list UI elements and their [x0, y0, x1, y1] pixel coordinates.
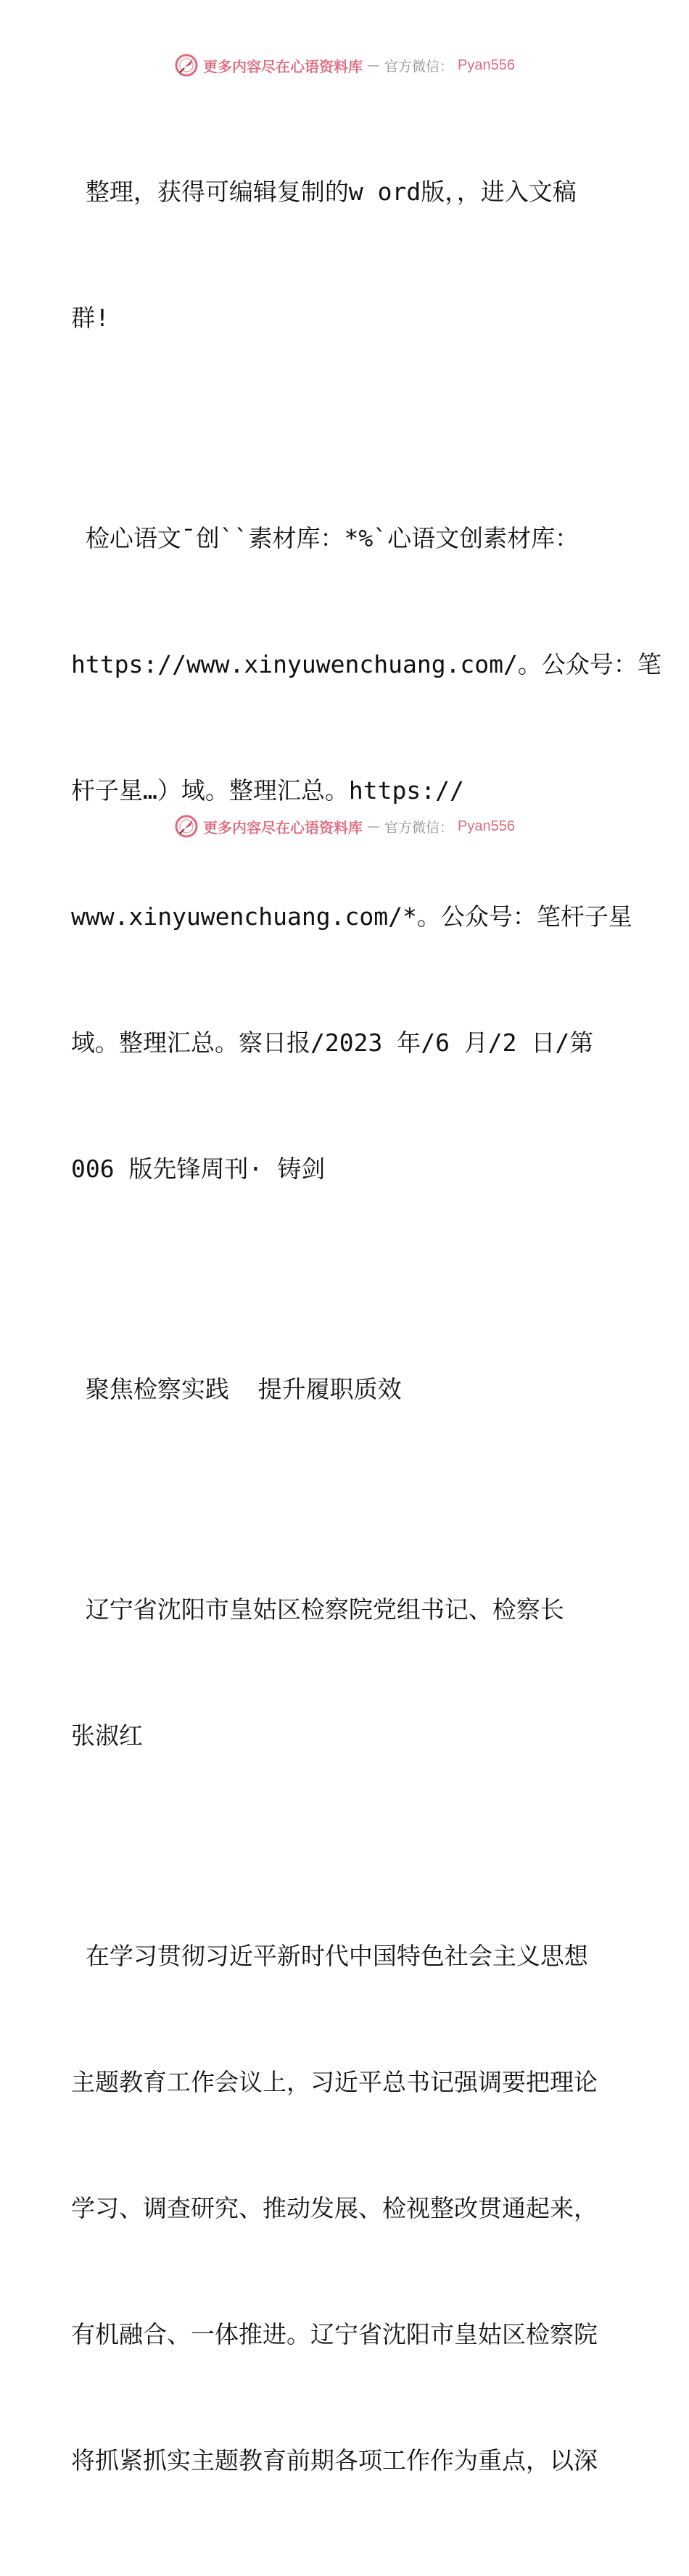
text-line: 张淑红 [71, 1721, 143, 1750]
text-line: 学习、调查研究、推动发展、检视整改贯通起来， [71, 2194, 598, 2222]
paragraph-source [71, 433, 661, 1274]
banner-main-text: 更多内容尽在心语资料库 [203, 57, 363, 75]
banner-separator: — [367, 818, 380, 834]
banner-main-text: 更多内容尽在心语资料库 [203, 818, 363, 836]
text-line: 检心语文¯创``素材库：*%`心语文创素材库： [71, 524, 579, 552]
paragraph-body [71, 1851, 622, 2566]
header-watermark-banner [0, 51, 689, 80]
text-line: 整理，获得可编辑复制的w ord版，，进入文稿 [71, 178, 577, 206]
text-line: www.xinyuwenchuang.com/*。公众号：笔杆子星 [71, 902, 632, 931]
banner-inner [174, 814, 515, 839]
footer-watermark-banner [0, 812, 689, 841]
text-line: 主题教育工作会议上，习近平总书记强调要把理论 [71, 2068, 598, 2096]
text-line: 杆子星…）域。整理汇总。https:// [71, 776, 464, 805]
text-line: 将抓紧抓实主题教育前期各项工作作为重点，以深 [71, 2446, 598, 2475]
text-line: 有机融合、一体推进。辽宁省沈阳市皇姑区检察院 [71, 2320, 598, 2348]
text-line: 聚焦检察实践 提升履职质效 [71, 1375, 402, 1403]
text-line: 辽宁省沈阳市皇姑区检察院党组书记、检察长 [71, 1595, 564, 1624]
quill-logo-icon [174, 814, 199, 839]
banner-separator: — [367, 57, 380, 73]
text-line: https://www.xinyuwenchuang.com/。公众号：笔 [71, 650, 661, 678]
banner-wechat-id: Pyan556 [458, 818, 515, 834]
banner-wechat-label: 官方微信： [384, 819, 454, 836]
text-line: 群! [71, 304, 110, 332]
text-line: 006 版先锋周刊· 铸剑 [71, 1155, 326, 1183]
paragraph-intro [71, 87, 622, 423]
article-title [71, 1284, 622, 1495]
banner-wechat-id: Pyan556 [458, 57, 515, 73]
text-line: 在学习贯彻习近平新时代中国特色社会主义思想 [71, 1942, 588, 1970]
quill-logo-icon [174, 53, 199, 78]
banner-wechat-label: 官方微信： [384, 58, 454, 75]
banner-inner [174, 53, 515, 78]
article-author [71, 1505, 622, 1841]
document-body [71, 87, 661, 2576]
text-line: 域。整理汇总。察日报/2023 年/6 月/2 日/第 [71, 1029, 594, 1057]
